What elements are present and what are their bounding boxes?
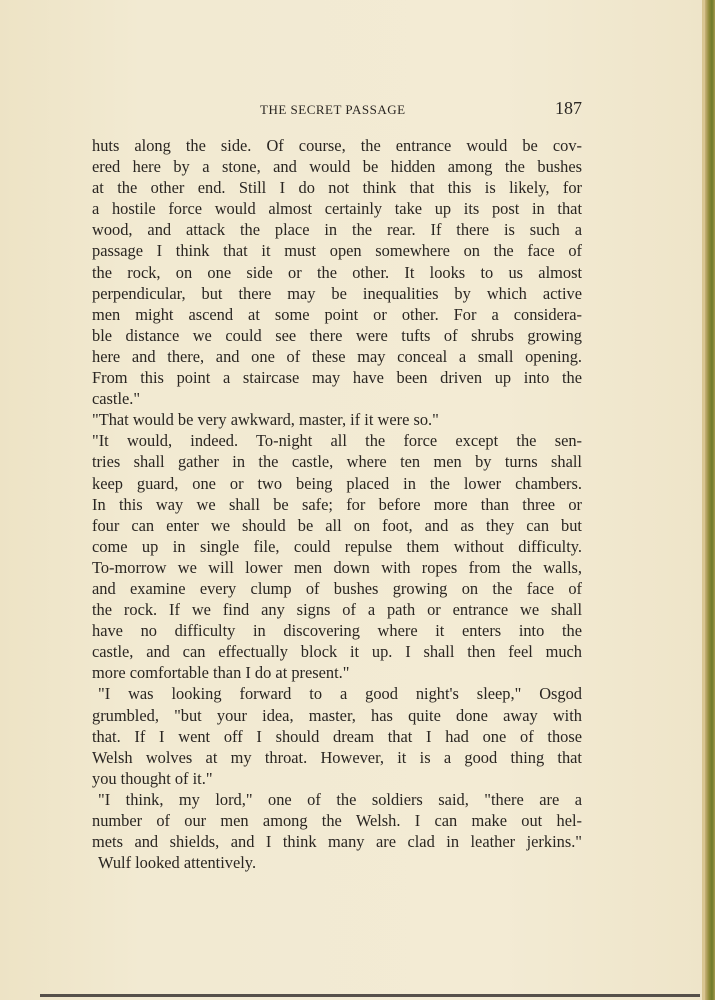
text-line: wood, and attack the place in the rear. If there is such a <box>92 220 582 240</box>
text-line: keep guard, one or two being placed in the lower chambers. <box>92 473 582 493</box>
text-line: "I was looking forward to a good night's sleep," Osgod <box>98 684 582 704</box>
text-line: four can enter we should be all on foot, and as they can but <box>92 515 582 535</box>
book-spine <box>705 0 715 1000</box>
text-line: passage I think that it must open somewhere on the face of <box>92 241 582 261</box>
page-number: 187 <box>555 98 582 118</box>
text-line: Wulf looked attentively. <box>98 853 257 873</box>
text-line: "It would, indeed. To-night all the force except the sen- <box>92 431 582 451</box>
text-line: that. If I went off I should dream that I had one of those <box>92 726 582 746</box>
text-line: the rock, on one side or the other. It looks to us almost <box>92 262 582 282</box>
text-line: ered here by a stone, and would be hidden among the bushes <box>92 157 582 177</box>
running-title: THE SECRET PASSAGE <box>260 102 406 117</box>
text-line: In this way we shall be safe; for before more than three or <box>92 494 582 514</box>
text-line: From this point a staircase may have been driven up into the <box>92 368 582 388</box>
text-line: huts along the side. Of course, the entrance would be cov- <box>92 136 582 155</box>
text-line: have no difficulty in discovering where it enters into the <box>92 621 582 641</box>
text-line: "I think, my lord," one of the soldiers said, "there are a <box>98 789 582 809</box>
text-line: grumbled, "but your idea, master, has quite done away with <box>92 705 582 725</box>
text-line: here and there, and one of these may conceal a small opening. <box>92 346 582 366</box>
text-line: number of our men among the Welsh. I can make out hel- <box>92 811 582 830</box>
text-line: come up in single file, could repulse them without difficulty. <box>92 536 582 556</box>
text-line: ble distance we could see there were tufts of shrubs growing <box>92 325 582 345</box>
text-line: at the other end. Still I do not think that this is likely, for <box>92 178 582 198</box>
text-line: more comfortable than I do at present." <box>92 663 350 683</box>
text-line: men might ascend at some point or other. For a considera- <box>92 304 582 324</box>
text-line: To-morrow we will lower men down with ropes from the walls, <box>92 557 582 577</box>
text-line: castle, and can effectually block it up. I shall then feel much <box>92 642 582 662</box>
text-line: a hostile force would almost certainly take up its post in that <box>92 199 582 219</box>
text-line: perpendicular, but there may be inequalities by which active <box>92 283 582 303</box>
body-text <box>92 135 582 873</box>
text-line: tries shall gather in the castle, where ten men by turns shall <box>92 452 582 472</box>
text-line: "That would be very awkward, master, if it were so." <box>92 410 439 430</box>
text-line: castle." <box>92 389 141 409</box>
text-line: mets and shields, and I think many are clad in leather jerkins." <box>92 832 582 852</box>
page-header <box>92 100 582 120</box>
text-line: Welsh wolves at my throat. However, it is a good thing that <box>92 747 582 767</box>
text-line: the rock. If we find any signs of a path or entrance we shall <box>92 600 582 620</box>
text-line: you thought of it." <box>92 768 213 788</box>
text-line: and examine every clump of bushes growing on the face of <box>92 578 582 598</box>
page-bottom-edge <box>40 994 700 997</box>
